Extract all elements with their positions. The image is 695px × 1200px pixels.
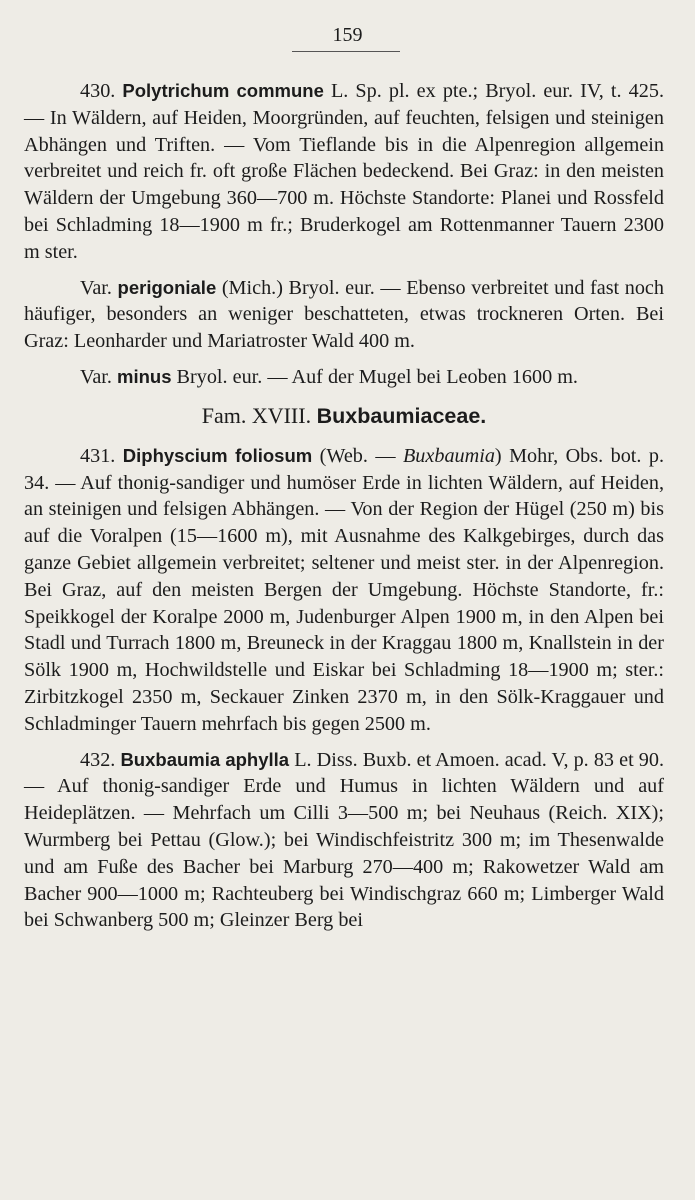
variety-minus	[24, 364, 664, 391]
family-name: Buxbaumiaceae.	[316, 403, 487, 428]
variety-name: perigoniale	[117, 276, 217, 298]
entry-430	[24, 78, 664, 266]
variety-text: Bryol. eur. — Auf der Mugel bei Leoben 1600 m.	[171, 365, 578, 388]
variety-name: minus	[117, 365, 172, 387]
entry-text: L. Diss. Buxb. et Amoen. acad. V, p. 83 et 90. — Auf thonig-sandiger Erde und Humus in lichten Wäldern und auf Heideplätzen. — Mehrfach um Cilli 3—500 m; bei Neuhaus (Reich. XIX); Wurmberg bei Pettau (Glow.); bei Windischfeistritz 300 m; im Thesenwalde und am Fuße des Bacher bei Marburg 270—400 m; Rakowetzer Wald am Bacher 900—1000 m; Rachteuberg bei Windischgraz 660 m; Limberger Wald bei Schwanberg 500 m; Gleinzer Berg bei	[24, 748, 665, 932]
entry-431	[24, 443, 664, 738]
page-number: 159	[332, 24, 363, 46]
synonym-genus: Buxbaumia	[402, 444, 495, 467]
variety-prefix: Var.	[80, 276, 118, 299]
entry-number: 432.	[80, 748, 116, 771]
entry-text: ) Mohr, Obs. bot. p. 34. — Auf thonig-sandiger und humöser Erde in lichten Wäldern, auf Heiden, an steinigen und felsigen Abhängen. — Von der Region der Hügel (250 m) bis auf die Voralpen (15—1600 m), mit Ausnahme des Kalkgebirges, durch das ganze Gebiet allgemein verbreitet; seltener und meist ster. in der Alpenregion. Bei Graz, auf den meisten Bergen der Umgebung. Höchste Standorte, fr.: Speikkogel der Koralpe 2000 m, Judenburger Alpen 1900 m, in den Alpen bei Stadl und Turrach 1800 m, Breuneck in der Kraggau 1800 m, Knallstein in der Sölk 1900 m, Hochwildstelle und Eiskar bei Schladming 18—1900 m; ster.: Zirbitzkogel 2350 m, Seckauer Zinken 2370 m, in den Sölk-Kraggauer und Schladminger Tauern mehrfach bis gegen 2500 m.	[24, 444, 665, 735]
variety-perigoniale	[24, 275, 664, 355]
species-name: Polytrichum commune	[122, 80, 324, 101]
page-body	[24, 78, 664, 943]
entry-number: 431.	[80, 444, 116, 467]
species-name: Buxbaumia aphylla	[120, 748, 290, 770]
entry-432	[24, 747, 664, 935]
variety-prefix: Var.	[80, 365, 118, 388]
entry-number: 430.	[80, 80, 116, 102]
header-rule	[292, 51, 400, 52]
entry-text: (Web. —	[312, 444, 403, 467]
entry-text: L. Sp. pl. ex pte.; Bryol. eur. IV, t. 425. — In Wäldern, auf Heiden, Moorgründen, auf feuchten, felsigen und steinigen Abhängen und Triften. — Vom Tieflande bis in die Alpenregion allgemein verbreitet und reich fr. oft große Flächen bedeckend. Bei Graz: in den meisten Wäldern der Umgebung 360—700 m. Höchste Standorte: Planei und Rossfeld bei Schladming 18—1900 m fr.; Bruderkogel am Rottenmanner Tauern 2300 m ster.	[24, 80, 664, 263]
family-prefix: Fam. XVIII.	[201, 402, 317, 428]
species-name: Diphyscium foliosum	[122, 444, 313, 466]
family-heading	[24, 403, 664, 429]
variety-text: (Mich.) Bryol. eur. — Ebenso verbreitet und fast noch häufiger, besonders an weniger beschatteten, etwas trockneren Orten. Bei Graz: Leonharder und Mariatroster Wald 400 m.	[24, 276, 664, 353]
